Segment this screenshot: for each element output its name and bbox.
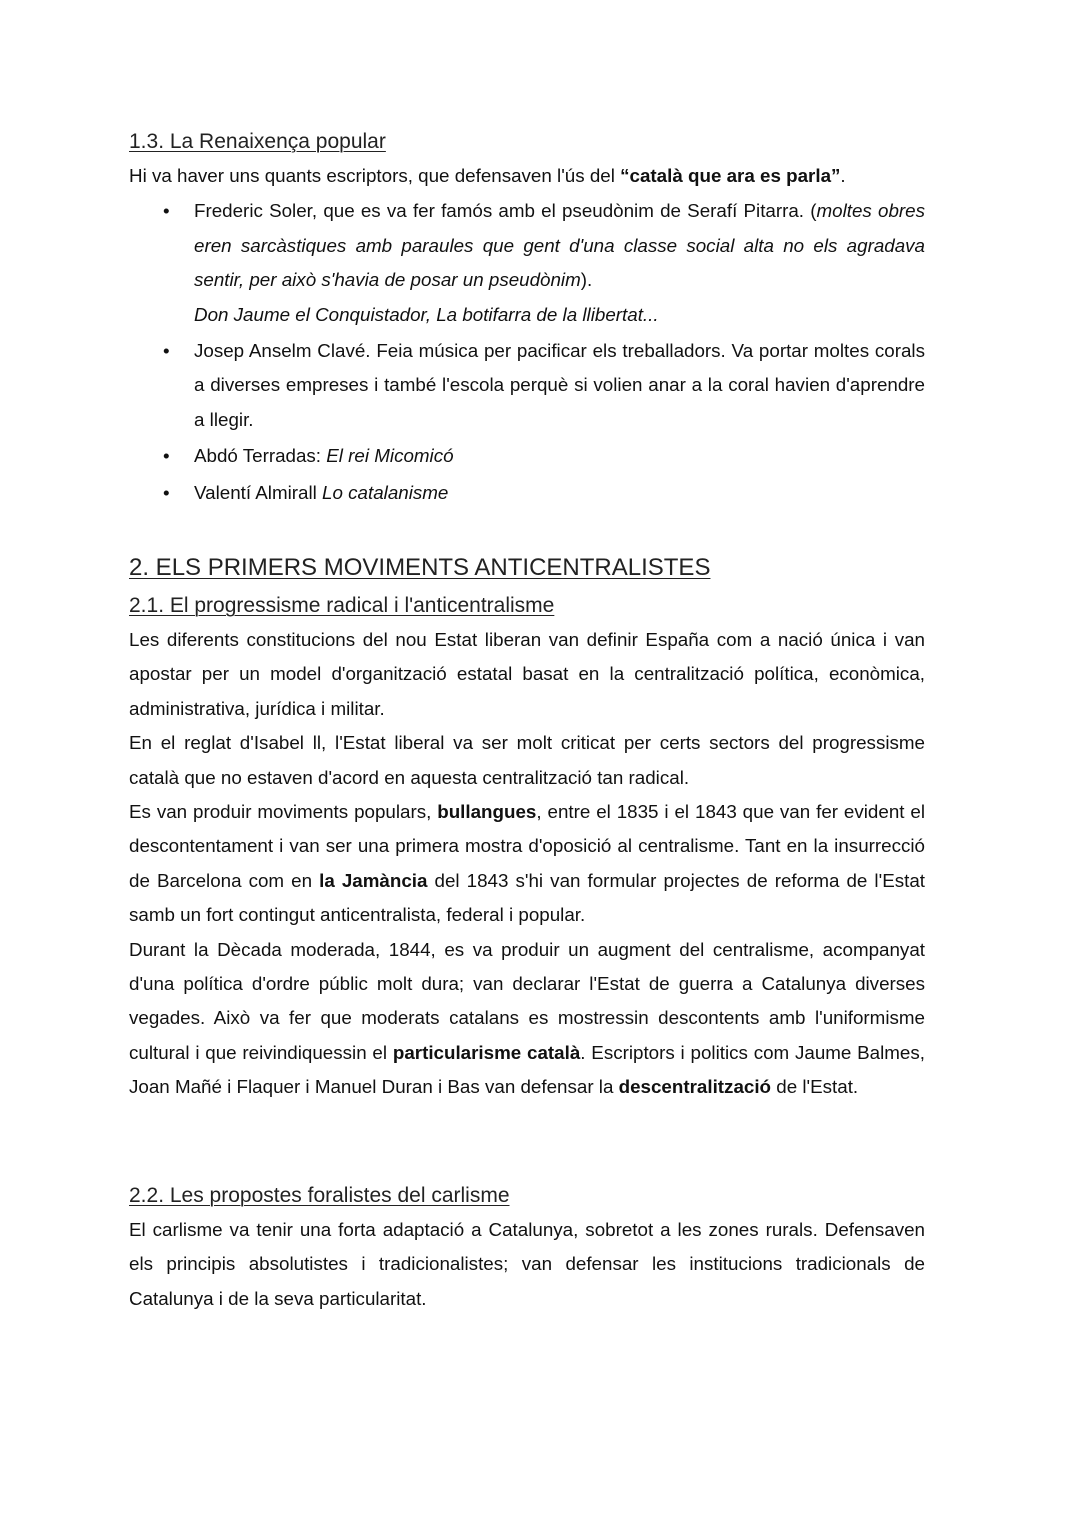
intro-paragraph	[129, 159, 925, 193]
section-heading: 2.1. El progressisme radical i l'anticentralisme	[129, 594, 555, 617]
section-2	[129, 553, 925, 1105]
text: Frederic Soler, que es va fer famós amb el pseudònim de Serafí Pitarra. (	[194, 200, 817, 222]
text: Es van produir moviments populars,	[129, 801, 438, 823]
bullet-icon: •	[163, 445, 170, 467]
paragraph: El carlisme va tenir una forta adaptació a Catalunya, sobretot a les zones rurals. Defensaven els principis absolutistes i tradicionalistes; van defensar les institucions tradicionals de Catalunya i de la seva particularitat.	[129, 1219, 925, 1309]
text: de l'Estat.	[771, 1076, 859, 1098]
text: .	[840, 165, 846, 186]
list-item	[129, 194, 925, 332]
text: Durant la Dècada moderada, 1844, es va produir un augment del centralisme, acompanyat d'una política d'ordre públic molt dura; van declarar l'Estat de guerra a Catalunya diverses vegades. Això va fer que moderats catalans es mostressin descontents amb l'uniformisme cultural i que reivindiquessin el	[129, 938, 925, 1063]
list-item	[129, 476, 925, 510]
list-item	[129, 439, 925, 473]
section-heading: 2.2. Les propostes foralistes del carlisme	[129, 1184, 510, 1207]
bullet-icon: •	[163, 340, 170, 362]
text: del 1843 s'hi van formular projectes de reforma de l'Estat samb un fort contingut anticentralista, federal i popular.	[129, 869, 925, 926]
italic-text: El rei Micomicó	[326, 445, 454, 467]
section-heading: 1.3. La Renaixença popular	[129, 130, 386, 153]
text: Josep Anselm Clavé. Feia música per pacificar els treballadors. Va portar moltes corals a diverses empreses i també l'escola perquè si volien anar a la coral havien d'aprendre a llegir.	[194, 340, 925, 430]
paragraph	[129, 933, 925, 1105]
paragraph: Les diferents constitucions del nou Estat liberan van definir España com a nació única i van apostar per un model d'organització estatal basat en la centralització política, econòmica, administrativa, jurídica i militar.	[129, 629, 925, 719]
chapter-heading: 2. ELS PRIMERS MOVIMENTS ANTICENTRALISTES	[129, 554, 711, 581]
bold-text: “català que ara es parla”	[620, 165, 841, 186]
text: Abdó Terradas:	[194, 445, 327, 467]
paragraph: En el reglat d'Isabel ll, l'Estat liberal va ser molt criticat per certs sectors del progressisme català que no estaven d'acord en aquesta centralització tan radical.	[129, 732, 925, 788]
bullet-icon: •	[163, 481, 170, 503]
bold-text: particularisme català	[392, 1041, 581, 1063]
bullet-list	[129, 194, 925, 510]
text: Hi va haver uns quants escriptors, que defensaven l'ús del	[129, 165, 621, 186]
bullet-icon: •	[163, 200, 170, 222]
bold-text: bullangues	[437, 801, 537, 823]
paragraph	[129, 795, 925, 933]
text: Valentí Almirall	[194, 481, 323, 503]
text: . Escriptors i politics com Jaume Balmes, Joan Mañé i Flaquer i Manuel Duran i Bas van defensar la	[129, 1041, 925, 1098]
text: , entre el 1835 i el 1843 que van fer evident el descontentament i van ser una primera mostra d'oposició al centralisme. Tant en la insurrecció de Barcelona com en	[129, 801, 926, 891]
italic-text: Lo catalanisme	[322, 481, 449, 503]
bold-text: la Jamància	[319, 869, 428, 891]
text: ).	[580, 269, 593, 291]
bold-text: descentralització	[618, 1076, 772, 1098]
section-2-2	[129, 1182, 925, 1316]
list-item	[129, 334, 925, 437]
italic-text: moltes obres eren sarcàstiques amb paraules que gent d'una classe social alta no els agradava sentir, per això s'havia de posar un pseudònim	[194, 200, 925, 291]
section-1-3	[129, 128, 925, 512]
italic-text: Don Jaume el Conquistador, La botifarra de la llibertat...	[194, 303, 659, 325]
